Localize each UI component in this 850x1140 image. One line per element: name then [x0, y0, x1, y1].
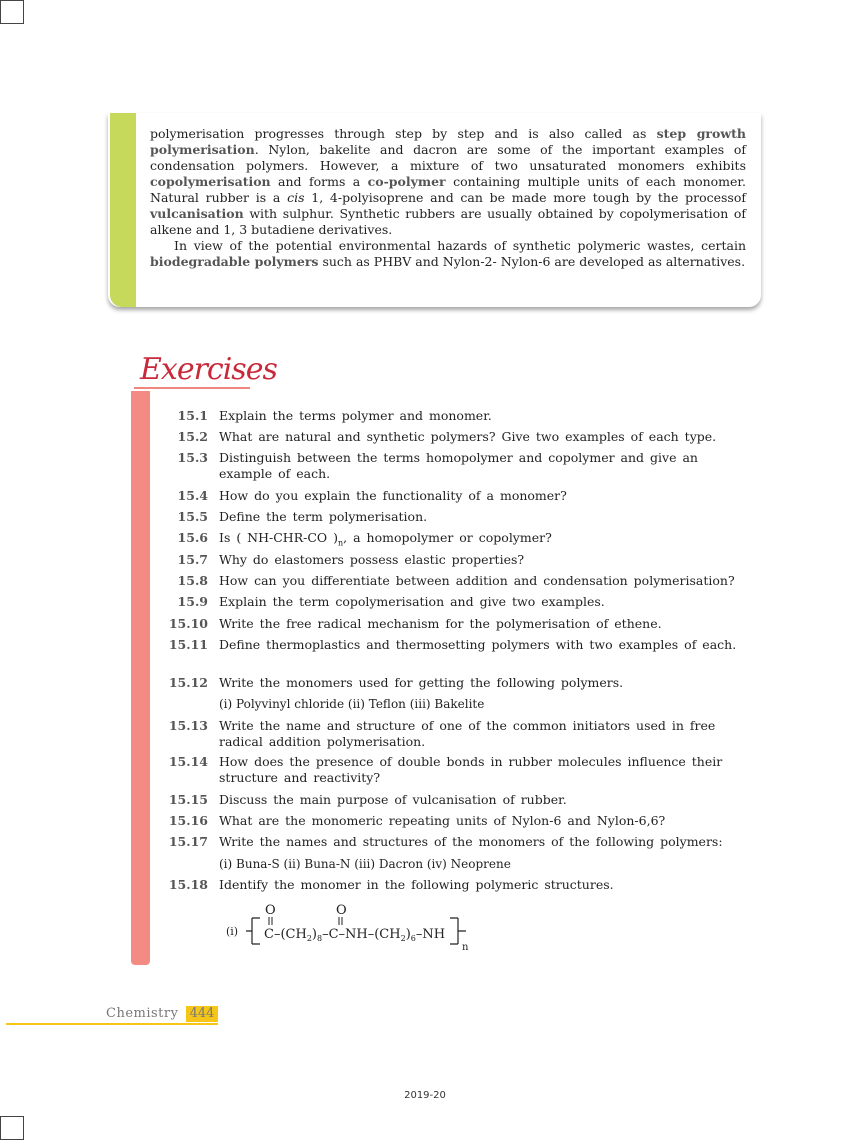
key-term: copolymerisation [150, 174, 271, 189]
summary-paragraph-1 [150, 126, 746, 238]
summary-accent-bar [110, 113, 136, 307]
text-run: containing multiple units of each monomer. Natural rubber is a [150, 174, 746, 205]
polymer-structure-formula [226, 900, 526, 960]
exercise-number: 15.6 [177, 530, 208, 545]
exercise-number: 15.10 [168, 616, 208, 631]
text-run: such as PHBV and Nylon-2- Nylon-6 are developed as alternatives. [318, 254, 746, 269]
key-term: vulcanisation [150, 206, 244, 221]
exercise-text: How do you explain the functionality of a monomer? [219, 488, 567, 503]
exercise-text: Explain the terms polymer and monomer. [219, 408, 492, 423]
summary-paragraph-2 [150, 238, 746, 270]
exercise-text: Define the term polymerisation. [219, 509, 428, 524]
exercise-number: 15.2 [177, 429, 208, 444]
exercise-text: What are the monomeric repeating units of Nylon-6 and Nylon-6,6? [219, 813, 666, 828]
formula-oxygen-1: O [265, 903, 276, 918]
footer-subject: Chemistry [106, 1006, 179, 1021]
formula-chain: $C-(CH_2)_8-C-NH-(CH_2)_6-NH$ [264, 927, 446, 943]
exercises-heading: Exercises [140, 352, 277, 387]
text-run: In view of the potential environmental hazards of synthetic polymeric wastes, certain [174, 238, 746, 253]
exercise-number: 15.15 [168, 792, 208, 807]
exercise-text: Write the names and structures of the monomers of the following polymers: [219, 834, 723, 849]
exercise-number: 15.8 [177, 573, 208, 588]
text-run: with sulphur. Synthetic rubbers are usually obtained by copolymerisation of alkene and 1, 3 butadiene derivatives. [150, 206, 746, 237]
summary-text [150, 126, 746, 270]
exercise-number: 15.13 [168, 718, 208, 733]
exercise-number: 15.14 [168, 754, 208, 769]
exercise-number: 15.16 [168, 813, 208, 828]
footer-page-number: 444 [186, 1006, 218, 1022]
exercise-text: Write the monomers used for getting the following polymers. [219, 675, 624, 690]
exercise-text: How can you differentiate between addition and condensation polymerisation? [219, 573, 735, 588]
exercise-text: Identify the monomer in the following polymeric structures. [219, 877, 614, 892]
exercise-number: 15.9 [177, 594, 208, 609]
footer-rule [6, 1023, 218, 1025]
exercise-number: 15.3 [177, 450, 208, 465]
exercise-text: Write the free radical mechanism for the polymerisation of ethene. [219, 616, 662, 631]
exercises-accent-bar [131, 391, 150, 965]
exercise-number: 15.18 [168, 877, 208, 892]
exercise-text: Why do elastomers possess elastic properties? [219, 552, 525, 567]
footer-year: 2019-20 [404, 1090, 446, 1101]
text-run: . Nylon, bakelite and dacron are some of the important examples of condensation polymers. However, a mixture of two unsaturated monomers exhibits [150, 142, 746, 173]
italic-term: cis [287, 190, 305, 205]
exercise-text: Distinguish between the terms homopolymer and copolymer and give an example of each. [219, 450, 698, 481]
exercise-number: 15.12 [168, 675, 208, 690]
text-run: polymerisation progresses through step by step and is also called as [150, 126, 657, 141]
formula-label: (i) [226, 925, 239, 938]
crop-mark-top [0, 0, 24, 24]
text-run: and forms a [270, 174, 368, 189]
exercise-subitems-text: (i) Polyvinyl chloride (ii) Teflon (iii) Bakelite [219, 697, 485, 711]
exercise-number: 15.4 [177, 488, 208, 503]
formula-oxygen-2: O [336, 903, 347, 918]
exercise-number: 15.1 [177, 408, 208, 423]
key-term: biodegradable polymers [150, 254, 319, 269]
formula-subscript-n: n [462, 942, 469, 953]
summary-box [108, 113, 761, 307]
exercise-text: Is ( NH-CHR-CO )$_n$, a homopolymer or copolymer? [219, 530, 552, 548]
exercise-subitems-text: (i) Buna-S (ii) Buna-N (iii) Dacron (iv) Neoprene [219, 857, 511, 871]
exercise-number: 15.17 [168, 834, 208, 849]
exercise-text: Explain the term copolymerisation and give two examples. [219, 594, 605, 609]
crop-mark-bottom [0, 1116, 24, 1140]
exercise-text: Define thermoplastics and thermosetting polymers with two examples of each. [219, 637, 737, 652]
exercise-text: What are natural and synthetic polymers? Give two examples of each type. [219, 429, 717, 444]
exercise-text: Discuss the main purpose of vulcanisation of rubber. [219, 792, 567, 807]
exercise-number: 15.5 [177, 509, 208, 524]
exercise-number: 15.7 [177, 552, 208, 567]
exercise-text: Write the name and structure of one of the common initiators used in free radical addition polymerisation. [219, 718, 716, 749]
key-term: co-polymer [367, 174, 446, 189]
exercise-text: How does the presence of double bonds in rubber molecules influence their structure and reactivity? [219, 754, 723, 785]
exercise-number: 15.11 [168, 637, 208, 652]
exercises-heading-underline [134, 387, 250, 389]
key-term: step growth polymerisation [150, 126, 746, 157]
text-run: 1, 4-polyisoprene and can be made more tough by the processof [304, 190, 746, 205]
